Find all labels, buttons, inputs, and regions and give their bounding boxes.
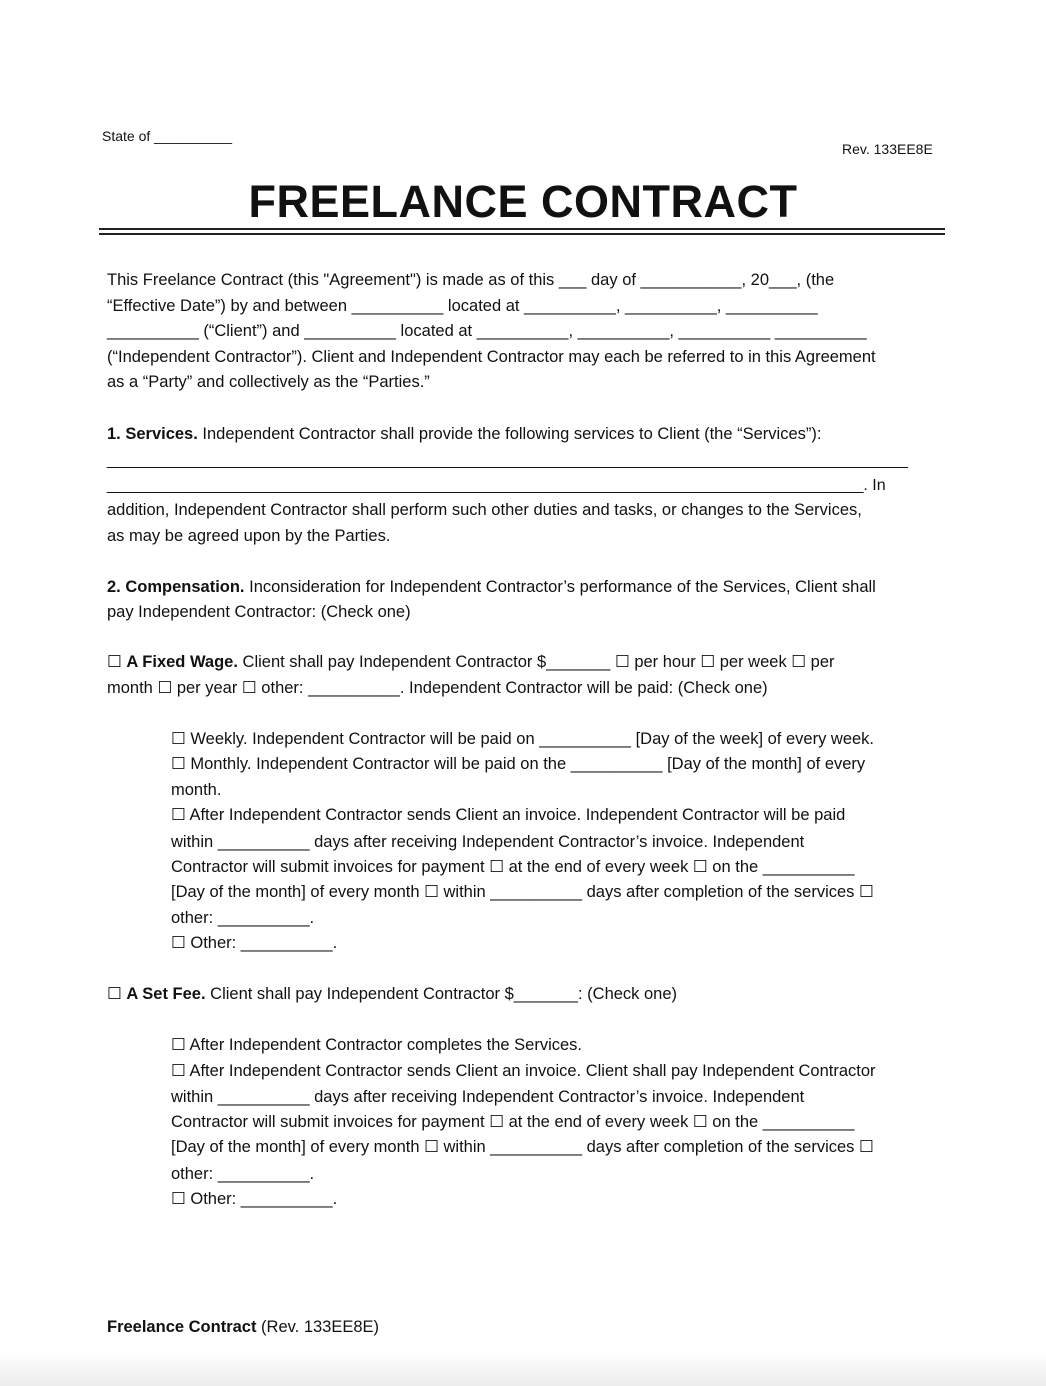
services-intro-text: Independent Contractor shall provide the following services to Client (the “Services”): bbox=[197, 425, 822, 443]
set-fee-label: A Set Fee. bbox=[126, 985, 206, 1003]
fixed-wage-option: month. bbox=[171, 781, 222, 799]
fixed-wage-option: within __________ days after receiving Independent Contractor’s invoice. Independent bbox=[171, 833, 805, 851]
footer-revision: (Rev. 133EE8E) bbox=[256, 1318, 380, 1336]
intro-line: __________ (“Client”) and __________ located at __________, __________, __________ __________ bbox=[107, 322, 867, 340]
fixed-wage-option: ☐ Monthly. Independent Contractor will be paid on the __________ [Day of the month] of every bbox=[171, 755, 866, 773]
compensation-intro-text: Inconsideration for Independent Contractor’s performance of the Services, Client shall bbox=[244, 578, 876, 596]
page-footer bbox=[107, 1318, 379, 1337]
services-line: as may be agreed upon by the Parties. bbox=[107, 527, 391, 545]
revision-code: Rev. 133EE8E bbox=[842, 141, 933, 157]
services-line bbox=[107, 422, 821, 447]
fixed-wage-line bbox=[107, 650, 835, 675]
fixed-wage-option: ☐ After Independent Contractor sends Client an invoice. Independent Contractor will be paid bbox=[171, 806, 846, 824]
fixed-wage-option: Contractor will submit invoices for payment ☐ at the end of every week ☐ on the __________ bbox=[171, 858, 855, 876]
intro-line: as a “Party” and collectively as the “Parties.” bbox=[107, 373, 430, 391]
set-fee-option: ☐ After Independent Contractor completes the Services. bbox=[171, 1036, 583, 1054]
set-fee-option: Contractor will submit invoices for payment ☐ at the end of every week ☐ on the __________ bbox=[171, 1113, 855, 1131]
fixed-wage-checkbox[interactable]: ☐ bbox=[107, 653, 127, 671]
footer-doc-name: Freelance Contract bbox=[107, 1318, 257, 1336]
set-fee-option: within __________ days after receiving Independent Contractor’s invoice. Independent bbox=[171, 1088, 805, 1106]
set-fee-text: Client shall pay Independent Contractor $_______: (Check one) bbox=[205, 985, 678, 1003]
fixed-wage-option: other: __________. bbox=[171, 909, 315, 927]
compensation-line: pay Independent Contractor: (Check one) bbox=[107, 603, 411, 621]
set-fee-option: other: __________. bbox=[171, 1165, 315, 1183]
services-heading: 1. Services. bbox=[107, 425, 198, 443]
fixed-wage-text: Client shall pay Independent Contractor $_______ ☐ per hour ☐ per week ☐ per bbox=[237, 653, 835, 671]
set-fee-option: ☐ After Independent Contractor sends Client an invoice. Client shall pay Independent Contractor bbox=[171, 1062, 876, 1080]
fixed-wage-option: [Day of the month] of every month ☐ within __________ days after completion of the services ☐ bbox=[171, 883, 874, 901]
fixed-wage-option: ☐ Other: __________. bbox=[171, 934, 338, 952]
services-blank-line: _____________________________________________________________________________________. In bbox=[107, 477, 886, 494]
intro-line: This Freelance Contract (this "Agreement") is made as of this ___ day of ___________, 20___, (the bbox=[107, 271, 835, 289]
document-title: FREELANCE CONTRACT bbox=[248, 176, 798, 227]
intro-line: (“Independent Contractor”). Client and Independent Contractor may each be referred to in this Agreement bbox=[107, 348, 876, 366]
page-bottom-shade bbox=[0, 1352, 1046, 1386]
set-fee-line bbox=[107, 982, 677, 1007]
intro-line: “Effective Date”) by and between __________ located at __________, __________, __________ bbox=[107, 297, 818, 315]
title-rule-bottom bbox=[99, 233, 945, 235]
set-fee-checkbox[interactable]: ☐ bbox=[107, 985, 127, 1003]
set-fee-option: ☐ Other: __________. bbox=[171, 1190, 338, 1208]
fixed-wage-line: month ☐ per year ☐ other: __________. Independent Contractor will be paid: (Check one) bbox=[107, 679, 768, 697]
services-line: addition, Independent Contractor shall perform such other duties and tasks, or changes to the Services, bbox=[107, 501, 862, 519]
compensation-heading: 2. Compensation. bbox=[107, 578, 245, 596]
compensation-line bbox=[107, 575, 876, 600]
set-fee-option: [Day of the month] of every month ☐ within __________ days after completion of the services ☐ bbox=[171, 1138, 874, 1156]
fixed-wage-label: A Fixed Wage. bbox=[126, 653, 238, 671]
state-of-field: State of __________ bbox=[102, 128, 233, 144]
fixed-wage-option: ☐ Weekly. Independent Contractor will be paid on __________ [Day of the week] of every week. bbox=[171, 730, 875, 748]
title-rule-top bbox=[99, 228, 945, 230]
services-blank-line: __________________________________________________________________________________________ bbox=[107, 452, 908, 469]
